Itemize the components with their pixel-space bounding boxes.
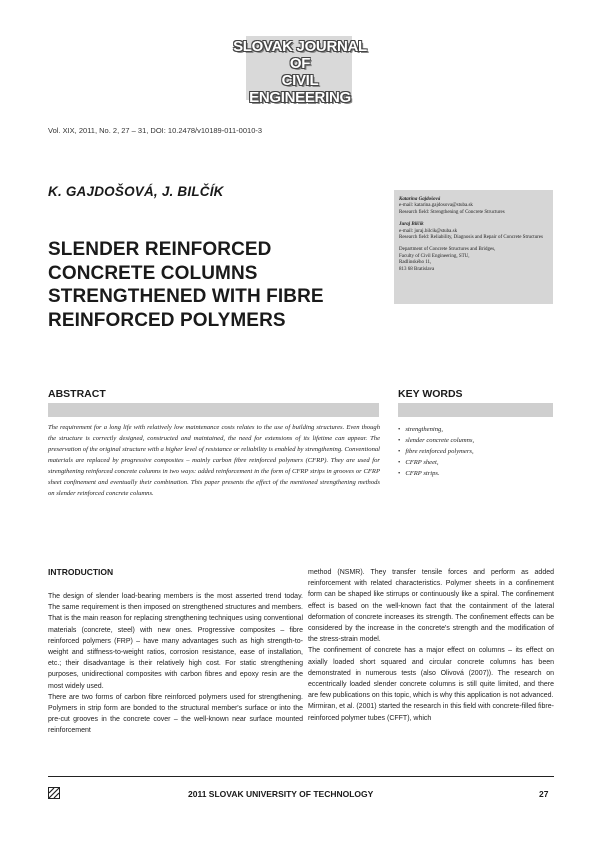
city: 813 68 Bratislava: [399, 266, 435, 272]
abstract-text: The requirement for a long life with relatively low maintenance costs relates to the use of building structures. Even though the structure is correctly designed, constructed and maintained, the need for extensions of its lifetime can appear. The preservation of the original structure with a higher level of resistance or reliability is enabled by strengthening. Conventional materials are replaced by progressive composites – mainly carbon fibre reinforced polymers (CFRP). They are used for strengthening reinforced concrete columns in two ways: added reinforcement in the form of CFRP strips in grooves or CFRP sheet confinement and eventually their combination. This paper presents the effect of the mentioned strengthening methods on slender reinforced concrete columns.: [48, 424, 380, 497]
footer-publisher: 2011 SLOVAK UNIVERSITY OF TECHNOLOGY: [188, 789, 374, 799]
author-1-email: e-mail: katarina.gajdosova@stuba.sk: [399, 203, 473, 209]
author-2-email: e-mail: juraj.bilcik@stuba.sk: [399, 228, 458, 234]
introduction-heading: INTRODUCTION: [48, 567, 114, 577]
keyword-item: • CFRP sheet,: [398, 457, 553, 468]
body-column-right: [308, 567, 554, 724]
publisher-logo-icon: [48, 787, 60, 799]
keyword-item: • fibre reinforced polymers,: [398, 446, 553, 457]
keywords-heading: KEY WORDS: [398, 388, 463, 400]
page-number: 27: [539, 789, 549, 799]
faculty: Faculty of Civil Engineering, STU,: [399, 253, 470, 259]
title-line: CONCRETE COLUMNS: [48, 262, 258, 284]
footer-rule: [48, 776, 554, 777]
author-1-field: Research field: Strengthening of Concrete Structures: [399, 209, 505, 215]
title-line: REINFORCED POLYMERS: [48, 309, 286, 331]
street: Radlinského 11,: [399, 260, 432, 266]
paragraph: The design of slender load-bearing members is the most asserted trend today. The same requirement is then imposed on strengthened structures and members. That is the main reason for replacing strengthening techniques using conventional materials (concrete, steel) with new ones. Progressive composites – fibre reinforced polymers (FRP) – have many advantages such as high strength-to-weight and stiffness-to-weight ratios, corrosion resistance, ease of installation, etc.; their disadvantage is their relatively high cost. For static strengthening purposes, unidirectional composites with carbon fibres and epoxy resin are the most widely used.: [48, 593, 303, 690]
keyword-item: • CFRP strips.: [398, 468, 553, 479]
paragraph: method (NSMR). They transfer tensile forces and perform as added reinforcement with related characteristics. Polymer sheets in a confinement form can be shaped like stirrups or continuously like a spiral. The confinement effect is based on the well-known fact that the containment of the lateral deformation of concrete increases its strength. The confinement effects can be considered by the increase in the concrete's strength and the modification of the stress-strain model.: [308, 569, 554, 644]
journal-logo: [230, 38, 370, 106]
department: Department of Concrete Structures and Bridges,: [399, 247, 496, 253]
logo-line-3: CIVIL ENGINEERING: [249, 72, 351, 106]
logo-line-2: OF: [289, 55, 311, 72]
keywords-bar: [398, 403, 553, 417]
author-info-box: [394, 190, 553, 304]
title-line: STRENGTHENED WITH FIBRE: [48, 286, 324, 307]
paragraph: Mirmiran, et al. (2001) started the research in this field with concrete-filled fibre-reinforced polymer tubes (CFFT), which: [308, 703, 554, 722]
abstract-heading: ABSTRACT: [48, 388, 106, 400]
authors: K. GAJDOŠOVÁ, J. BILČÍK: [48, 184, 224, 199]
author-2-name: Juraj Bilčík: [399, 222, 424, 228]
keywords-list: [398, 424, 553, 479]
citation-line: Vol. XIX, 2011, No. 2, 27 – 31, DOI: 10.2478/v10189-011-0010-3: [48, 126, 263, 135]
body-column-left: [48, 591, 303, 737]
paragraph: There are two forms of carbon fibre reinforced polymers used for strengthening. Polymers in strip form are bonded to the structural member's surface or into the pre-cut grooves in the concrete cover – the well-known near surface mounted reinforcement: [48, 693, 303, 735]
keyword-item: • slender concrete columns,: [398, 435, 553, 446]
keyword-item: • strengthening,: [398, 424, 553, 435]
abstract-bar: [48, 403, 379, 417]
article-title: [48, 238, 378, 332]
title-line: SLENDER REINFORCED: [48, 239, 272, 260]
logo-line-1: SLOVAK JOURNAL: [233, 38, 367, 55]
author-2-field: Research field: Reliability, Diagnosis and Repair of Concrete Structures: [399, 235, 543, 241]
paragraph: The confinement of concrete has a major effect on columns – its effect on axially loaded short squared and circular concrete columns has been demonstrated in numerous tests (also Olivová (2007)). The research on eccentrically loaded slender concrete columns is still quite limited, and there are few publications on this topic, which is why this application is not advanced.: [308, 647, 554, 700]
author-1-name: Katarína Gajdošová: [399, 197, 441, 202]
